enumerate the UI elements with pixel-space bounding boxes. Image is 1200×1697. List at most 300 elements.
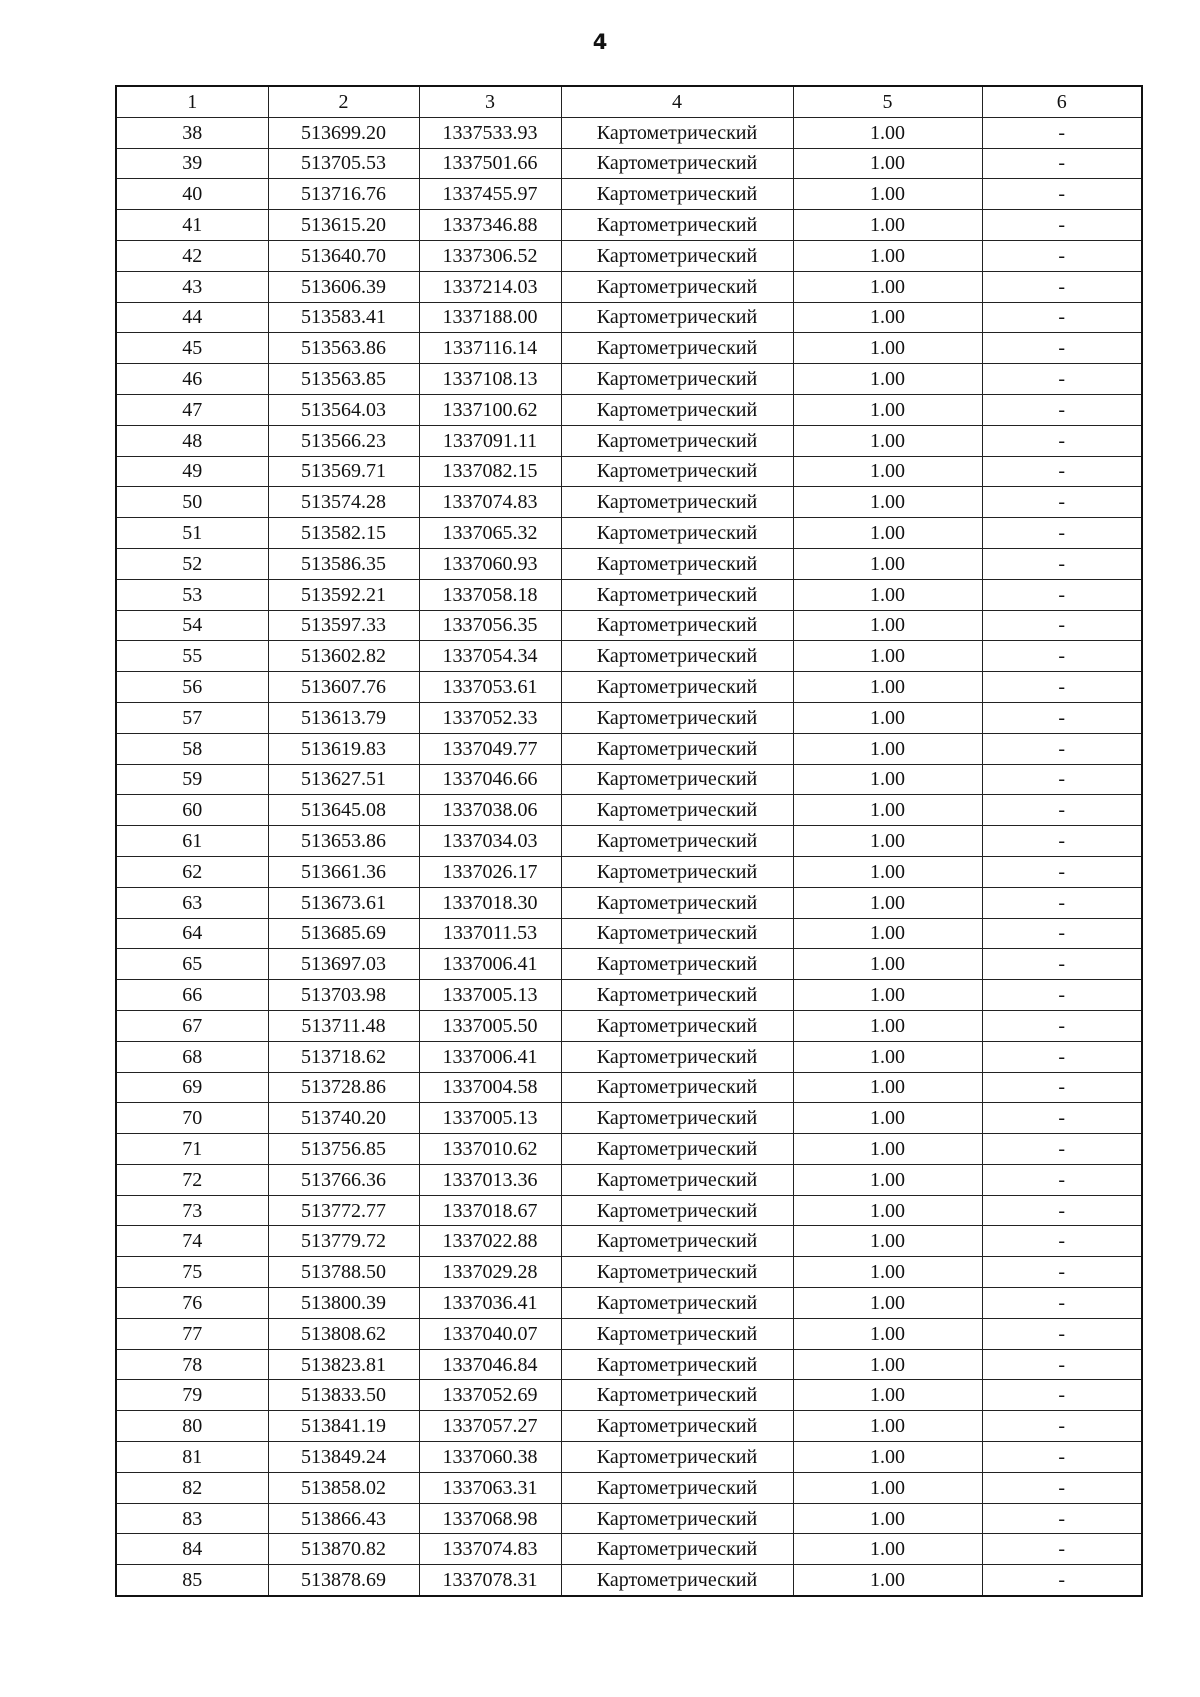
note-cell: -	[982, 1041, 1142, 1072]
point-number-cell: 66	[116, 980, 268, 1011]
table-row	[116, 1442, 1142, 1473]
y-coordinate-cell: 1337005.13	[419, 980, 561, 1011]
y-coordinate-cell: 1337046.66	[419, 764, 561, 795]
method-cell: Картометрический	[561, 394, 793, 425]
note-cell: -	[982, 610, 1142, 641]
point-number-cell: 45	[116, 333, 268, 364]
point-number-cell: 61	[116, 826, 268, 857]
y-coordinate-cell: 1337026.17	[419, 856, 561, 887]
method-cell: Картометрический	[561, 148, 793, 179]
accuracy-cell: 1.00	[793, 1380, 982, 1411]
table-row	[116, 610, 1142, 641]
y-coordinate-cell: 1337091.11	[419, 425, 561, 456]
note-cell: -	[982, 302, 1142, 333]
point-number-cell: 51	[116, 518, 268, 549]
x-coordinate-cell: 513619.83	[268, 733, 419, 764]
x-coordinate-cell: 513841.19	[268, 1411, 419, 1442]
note-cell: -	[982, 918, 1142, 949]
y-coordinate-cell: 1337013.36	[419, 1164, 561, 1195]
method-cell: Картометрический	[561, 856, 793, 887]
accuracy-cell: 1.00	[793, 1226, 982, 1257]
point-number-cell: 68	[116, 1041, 268, 1072]
method-cell: Картометрический	[561, 733, 793, 764]
table-row	[116, 1288, 1142, 1319]
x-coordinate-cell: 513858.02	[268, 1472, 419, 1503]
method-cell: Картометрический	[561, 1257, 793, 1288]
accuracy-cell: 1.00	[793, 1349, 982, 1380]
x-coordinate-cell: 513574.28	[268, 487, 419, 518]
method-cell: Картометрический	[561, 240, 793, 271]
point-number-cell: 83	[116, 1503, 268, 1534]
accuracy-cell: 1.00	[793, 1411, 982, 1442]
point-number-cell: 63	[116, 887, 268, 918]
y-coordinate-cell: 1337004.58	[419, 1072, 561, 1103]
point-number-cell: 54	[116, 610, 268, 641]
point-number-cell: 70	[116, 1103, 268, 1134]
x-coordinate-cell: 513728.86	[268, 1072, 419, 1103]
note-cell: -	[982, 1257, 1142, 1288]
y-coordinate-cell: 1337040.07	[419, 1318, 561, 1349]
method-cell: Картометрический	[561, 1442, 793, 1473]
table-row	[116, 856, 1142, 887]
table-row	[116, 1195, 1142, 1226]
accuracy-cell: 1.00	[793, 117, 982, 148]
x-coordinate-cell: 513878.69	[268, 1565, 419, 1596]
y-coordinate-cell: 1337053.61	[419, 672, 561, 703]
method-cell: Картометрический	[561, 702, 793, 733]
note-cell: -	[982, 240, 1142, 271]
accuracy-cell: 1.00	[793, 487, 982, 518]
table-row	[116, 1257, 1142, 1288]
note-cell: -	[982, 1503, 1142, 1534]
y-coordinate-cell: 1337005.50	[419, 1010, 561, 1041]
table-row	[116, 1534, 1142, 1565]
x-coordinate-cell: 513645.08	[268, 795, 419, 826]
x-coordinate-cell: 513563.85	[268, 364, 419, 395]
note-cell: -	[982, 1380, 1142, 1411]
method-cell: Картометрический	[561, 333, 793, 364]
y-coordinate-cell: 1337100.62	[419, 394, 561, 425]
table-body	[116, 117, 1142, 1596]
table-row	[116, 1380, 1142, 1411]
x-coordinate-cell: 513597.33	[268, 610, 419, 641]
method-cell: Картометрический	[561, 1195, 793, 1226]
y-coordinate-cell: 1337058.18	[419, 579, 561, 610]
x-coordinate-cell: 513766.36	[268, 1164, 419, 1195]
note-cell: -	[982, 364, 1142, 395]
table-row	[116, 179, 1142, 210]
accuracy-cell: 1.00	[793, 733, 982, 764]
table-row	[116, 210, 1142, 241]
table-row	[116, 394, 1142, 425]
method-cell: Картометрический	[561, 1103, 793, 1134]
method-cell: Картометрический	[561, 641, 793, 672]
note-cell: -	[982, 333, 1142, 364]
table-row	[116, 1072, 1142, 1103]
x-coordinate-cell: 513756.85	[268, 1134, 419, 1165]
accuracy-cell: 1.00	[793, 456, 982, 487]
y-coordinate-cell: 1337052.69	[419, 1380, 561, 1411]
note-cell: -	[982, 856, 1142, 887]
point-number-cell: 44	[116, 302, 268, 333]
note-cell: -	[982, 1318, 1142, 1349]
point-number-cell: 74	[116, 1226, 268, 1257]
x-coordinate-cell: 513582.15	[268, 518, 419, 549]
table-row	[116, 579, 1142, 610]
y-coordinate-cell: 1337068.98	[419, 1503, 561, 1534]
note-cell: -	[982, 826, 1142, 857]
method-cell: Картометрический	[561, 1288, 793, 1319]
point-number-cell: 78	[116, 1349, 268, 1380]
y-coordinate-cell: 1337022.88	[419, 1226, 561, 1257]
point-number-cell: 77	[116, 1318, 268, 1349]
method-cell: Картометрический	[561, 210, 793, 241]
y-coordinate-cell: 1337005.13	[419, 1103, 561, 1134]
note-cell: -	[982, 1195, 1142, 1226]
accuracy-cell: 1.00	[793, 148, 982, 179]
y-coordinate-cell: 1337011.53	[419, 918, 561, 949]
accuracy-cell: 1.00	[793, 518, 982, 549]
note-cell: -	[982, 1134, 1142, 1165]
accuracy-cell: 1.00	[793, 826, 982, 857]
y-coordinate-cell: 1337052.33	[419, 702, 561, 733]
accuracy-cell: 1.00	[793, 1442, 982, 1473]
y-coordinate-cell: 1337029.28	[419, 1257, 561, 1288]
point-number-cell: 73	[116, 1195, 268, 1226]
column-header-2: 2	[268, 86, 419, 117]
point-number-cell: 58	[116, 733, 268, 764]
point-number-cell: 75	[116, 1257, 268, 1288]
x-coordinate-cell: 513866.43	[268, 1503, 419, 1534]
method-cell: Картометрический	[561, 949, 793, 980]
table-row	[116, 887, 1142, 918]
x-coordinate-cell: 513607.76	[268, 672, 419, 703]
table-row	[116, 117, 1142, 148]
table-row	[116, 364, 1142, 395]
accuracy-cell: 1.00	[793, 271, 982, 302]
y-coordinate-cell: 1337065.32	[419, 518, 561, 549]
note-cell: -	[982, 733, 1142, 764]
point-number-cell: 84	[116, 1534, 268, 1565]
accuracy-cell: 1.00	[793, 980, 982, 1011]
accuracy-cell: 1.00	[793, 1534, 982, 1565]
accuracy-cell: 1.00	[793, 1503, 982, 1534]
method-cell: Картометрический	[561, 1226, 793, 1257]
point-number-cell: 67	[116, 1010, 268, 1041]
table-row	[116, 1411, 1142, 1442]
x-coordinate-cell: 513566.23	[268, 425, 419, 456]
table-row	[116, 487, 1142, 518]
point-number-cell: 85	[116, 1565, 268, 1596]
accuracy-cell: 1.00	[793, 1318, 982, 1349]
x-coordinate-cell: 513870.82	[268, 1534, 419, 1565]
point-number-cell: 38	[116, 117, 268, 148]
y-coordinate-cell: 1337455.97	[419, 179, 561, 210]
y-coordinate-cell: 1337054.34	[419, 641, 561, 672]
accuracy-cell: 1.00	[793, 302, 982, 333]
point-number-cell: 80	[116, 1411, 268, 1442]
method-cell: Картометрический	[561, 887, 793, 918]
table-row	[116, 795, 1142, 826]
accuracy-cell: 1.00	[793, 425, 982, 456]
point-number-cell: 53	[116, 579, 268, 610]
point-number-cell: 40	[116, 179, 268, 210]
point-number-cell: 72	[116, 1164, 268, 1195]
method-cell: Картометрический	[561, 518, 793, 549]
table-row	[116, 302, 1142, 333]
y-coordinate-cell: 1337063.31	[419, 1472, 561, 1503]
accuracy-cell: 1.00	[793, 610, 982, 641]
method-cell: Картометрический	[561, 1503, 793, 1534]
x-coordinate-cell: 513808.62	[268, 1318, 419, 1349]
table-row	[116, 333, 1142, 364]
x-coordinate-cell: 513703.98	[268, 980, 419, 1011]
x-coordinate-cell: 513740.20	[268, 1103, 419, 1134]
accuracy-cell: 1.00	[793, 1195, 982, 1226]
x-coordinate-cell: 513653.86	[268, 826, 419, 857]
accuracy-cell: 1.00	[793, 856, 982, 887]
accuracy-cell: 1.00	[793, 240, 982, 271]
x-coordinate-cell: 513592.21	[268, 579, 419, 610]
accuracy-cell: 1.00	[793, 1288, 982, 1319]
y-coordinate-cell: 1337533.93	[419, 117, 561, 148]
note-cell: -	[982, 1534, 1142, 1565]
note-cell: -	[982, 949, 1142, 980]
table-row	[116, 240, 1142, 271]
x-coordinate-cell: 513640.70	[268, 240, 419, 271]
y-coordinate-cell: 1337049.77	[419, 733, 561, 764]
note-cell: -	[982, 148, 1142, 179]
accuracy-cell: 1.00	[793, 795, 982, 826]
table-row	[116, 1318, 1142, 1349]
x-coordinate-cell: 513627.51	[268, 764, 419, 795]
x-coordinate-cell: 513673.61	[268, 887, 419, 918]
note-cell: -	[982, 579, 1142, 610]
point-number-cell: 79	[116, 1380, 268, 1411]
table-row	[116, 1349, 1142, 1380]
method-cell: Картометрический	[561, 826, 793, 857]
point-number-cell: 43	[116, 271, 268, 302]
point-number-cell: 64	[116, 918, 268, 949]
note-cell: -	[982, 394, 1142, 425]
x-coordinate-cell: 513685.69	[268, 918, 419, 949]
note-cell: -	[982, 1288, 1142, 1319]
accuracy-cell: 1.00	[793, 1565, 982, 1596]
note-cell: -	[982, 1472, 1142, 1503]
point-number-cell: 48	[116, 425, 268, 456]
note-cell: -	[982, 548, 1142, 579]
note-cell: -	[982, 210, 1142, 241]
y-coordinate-cell: 1337046.84	[419, 1349, 561, 1380]
point-number-cell: 56	[116, 672, 268, 703]
accuracy-cell: 1.00	[793, 548, 982, 579]
table-header	[116, 86, 1142, 117]
y-coordinate-cell: 1337188.00	[419, 302, 561, 333]
x-coordinate-cell: 513697.03	[268, 949, 419, 980]
note-cell: -	[982, 1072, 1142, 1103]
accuracy-cell: 1.00	[793, 333, 982, 364]
method-cell: Картометрический	[561, 980, 793, 1011]
table-row	[116, 148, 1142, 179]
table-row	[116, 980, 1142, 1011]
note-cell: -	[982, 887, 1142, 918]
note-cell: -	[982, 1010, 1142, 1041]
table-row	[116, 1565, 1142, 1596]
x-coordinate-cell: 513718.62	[268, 1041, 419, 1072]
y-coordinate-cell: 1337074.83	[419, 487, 561, 518]
note-cell: -	[982, 425, 1142, 456]
accuracy-cell: 1.00	[793, 672, 982, 703]
y-coordinate-cell: 1337108.13	[419, 364, 561, 395]
method-cell: Картометрический	[561, 672, 793, 703]
note-cell: -	[982, 1565, 1142, 1596]
table-row	[116, 641, 1142, 672]
table-row	[116, 1503, 1142, 1534]
y-coordinate-cell: 1337018.67	[419, 1195, 561, 1226]
note-cell: -	[982, 1411, 1142, 1442]
x-coordinate-cell: 513699.20	[268, 117, 419, 148]
method-cell: Картометрический	[561, 1411, 793, 1442]
y-coordinate-cell: 1337034.03	[419, 826, 561, 857]
accuracy-cell: 1.00	[793, 1072, 982, 1103]
table-row	[116, 1472, 1142, 1503]
column-header-5: 5	[793, 86, 982, 117]
note-cell: -	[982, 518, 1142, 549]
y-coordinate-cell: 1337056.35	[419, 610, 561, 641]
method-cell: Картометрический	[561, 1349, 793, 1380]
y-coordinate-cell: 1337346.88	[419, 210, 561, 241]
accuracy-cell: 1.00	[793, 1164, 982, 1195]
x-coordinate-cell: 513716.76	[268, 179, 419, 210]
table-row	[116, 1041, 1142, 1072]
table-row	[116, 1226, 1142, 1257]
column-header-3: 3	[419, 86, 561, 117]
y-coordinate-cell: 1337214.03	[419, 271, 561, 302]
x-coordinate-cell: 513606.39	[268, 271, 419, 302]
table-row	[116, 733, 1142, 764]
table-row	[116, 518, 1142, 549]
method-cell: Картометрический	[561, 1041, 793, 1072]
x-coordinate-cell: 513800.39	[268, 1288, 419, 1319]
x-coordinate-cell: 513823.81	[268, 1349, 419, 1380]
page-number: 4	[592, 30, 608, 54]
point-number-cell: 71	[116, 1134, 268, 1165]
accuracy-cell: 1.00	[793, 210, 982, 241]
table-row	[116, 1103, 1142, 1134]
accuracy-cell: 1.00	[793, 394, 982, 425]
column-header-6: 6	[982, 86, 1142, 117]
table-row	[116, 918, 1142, 949]
note-cell: -	[982, 641, 1142, 672]
accuracy-cell: 1.00	[793, 949, 982, 980]
y-coordinate-cell: 1337057.27	[419, 1411, 561, 1442]
x-coordinate-cell: 513564.03	[268, 394, 419, 425]
coordinates-table	[115, 85, 1143, 1597]
note-cell: -	[982, 764, 1142, 795]
point-number-cell: 59	[116, 764, 268, 795]
x-coordinate-cell: 513613.79	[268, 702, 419, 733]
point-number-cell: 49	[116, 456, 268, 487]
y-coordinate-cell: 1337006.41	[419, 1041, 561, 1072]
method-cell: Картометрический	[561, 1472, 793, 1503]
column-header-1: 1	[116, 86, 268, 117]
method-cell: Картометрический	[561, 1565, 793, 1596]
y-coordinate-cell: 1337078.31	[419, 1565, 561, 1596]
method-cell: Картометрический	[561, 456, 793, 487]
note-cell: -	[982, 1442, 1142, 1473]
table-row	[116, 1010, 1142, 1041]
method-cell: Картометрический	[561, 918, 793, 949]
method-cell: Картометрический	[561, 487, 793, 518]
note-cell: -	[982, 1349, 1142, 1380]
y-coordinate-cell: 1337038.06	[419, 795, 561, 826]
note-cell: -	[982, 271, 1142, 302]
point-number-cell: 42	[116, 240, 268, 271]
y-coordinate-cell: 1337006.41	[419, 949, 561, 980]
method-cell: Картометрический	[561, 548, 793, 579]
point-number-cell: 50	[116, 487, 268, 518]
x-coordinate-cell: 513788.50	[268, 1257, 419, 1288]
method-cell: Картометрический	[561, 364, 793, 395]
method-cell: Картометрический	[561, 1318, 793, 1349]
note-cell: -	[982, 795, 1142, 826]
accuracy-cell: 1.00	[793, 579, 982, 610]
x-coordinate-cell: 513833.50	[268, 1380, 419, 1411]
accuracy-cell: 1.00	[793, 641, 982, 672]
method-cell: Картометрический	[561, 271, 793, 302]
point-number-cell: 76	[116, 1288, 268, 1319]
accuracy-cell: 1.00	[793, 918, 982, 949]
note-cell: -	[982, 672, 1142, 703]
method-cell: Картометрический	[561, 302, 793, 333]
note-cell: -	[982, 117, 1142, 148]
x-coordinate-cell: 513661.36	[268, 856, 419, 887]
x-coordinate-cell: 513779.72	[268, 1226, 419, 1257]
accuracy-cell: 1.00	[793, 887, 982, 918]
method-cell: Картометрический	[561, 117, 793, 148]
method-cell: Картометрический	[561, 1534, 793, 1565]
method-cell: Картометрический	[561, 1380, 793, 1411]
point-number-cell: 55	[116, 641, 268, 672]
x-coordinate-cell: 513615.20	[268, 210, 419, 241]
note-cell: -	[982, 487, 1142, 518]
method-cell: Картометрический	[561, 179, 793, 210]
note-cell: -	[982, 1103, 1142, 1134]
method-cell: Картометрический	[561, 1010, 793, 1041]
point-number-cell: 60	[116, 795, 268, 826]
y-coordinate-cell: 1337060.93	[419, 548, 561, 579]
accuracy-cell: 1.00	[793, 702, 982, 733]
accuracy-cell: 1.00	[793, 1010, 982, 1041]
note-cell: -	[982, 1226, 1142, 1257]
y-coordinate-cell: 1337074.83	[419, 1534, 561, 1565]
accuracy-cell: 1.00	[793, 1257, 982, 1288]
y-coordinate-cell: 1337116.14	[419, 333, 561, 364]
note-cell: -	[982, 179, 1142, 210]
method-cell: Картометрический	[561, 795, 793, 826]
table-row	[116, 702, 1142, 733]
table-row	[116, 764, 1142, 795]
point-number-cell: 57	[116, 702, 268, 733]
x-coordinate-cell: 513705.53	[268, 148, 419, 179]
y-coordinate-cell: 1337036.41	[419, 1288, 561, 1319]
accuracy-cell: 1.00	[793, 1472, 982, 1503]
method-cell: Картометрический	[561, 425, 793, 456]
y-coordinate-cell: 1337082.15	[419, 456, 561, 487]
accuracy-cell: 1.00	[793, 1134, 982, 1165]
x-coordinate-cell: 513602.82	[268, 641, 419, 672]
point-number-cell: 82	[116, 1472, 268, 1503]
